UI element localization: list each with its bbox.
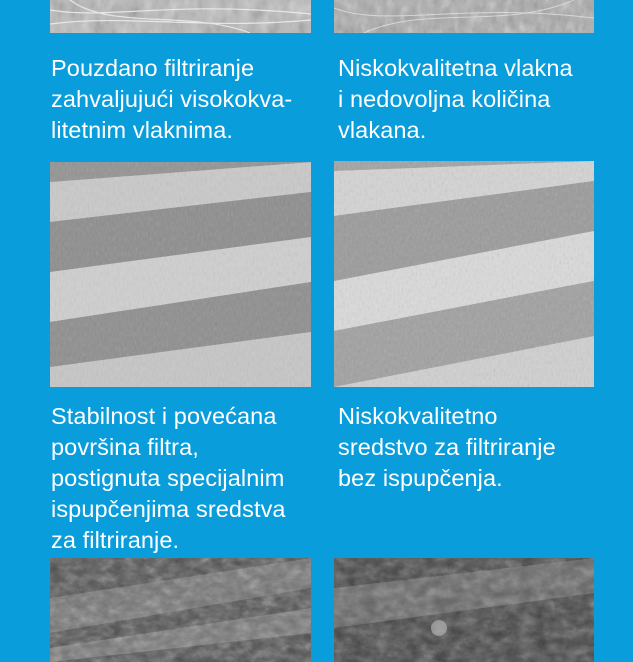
fiber-photo-high-quality [50,0,311,33]
pleated-media-photo-flat [334,161,594,387]
fiber-photo-low-quality [334,0,594,33]
pleated-media-photo-embossed [50,162,311,387]
caption-no-embossing: Niskokvalitetno sredstvo za filtriranje bez ispupčenja. [338,403,556,491]
caption-low-quality-fibers: Niskokvalitetna vlakna i nedovoljna količina vlakana. [338,55,573,143]
caption-reliable-filtration: Pouzdano filtriranje zahvaljujući visokokva- litetnim vlaknima. [51,55,293,143]
dust-loaded-media-photo-right [334,558,594,662]
dust-loaded-media-photo-left [50,558,311,662]
caption-stability-embossing: Stabilnost i povećana površina filtra, postignuta specijalnim ispupčenjima sredstva za filtriranje. [51,403,286,553]
